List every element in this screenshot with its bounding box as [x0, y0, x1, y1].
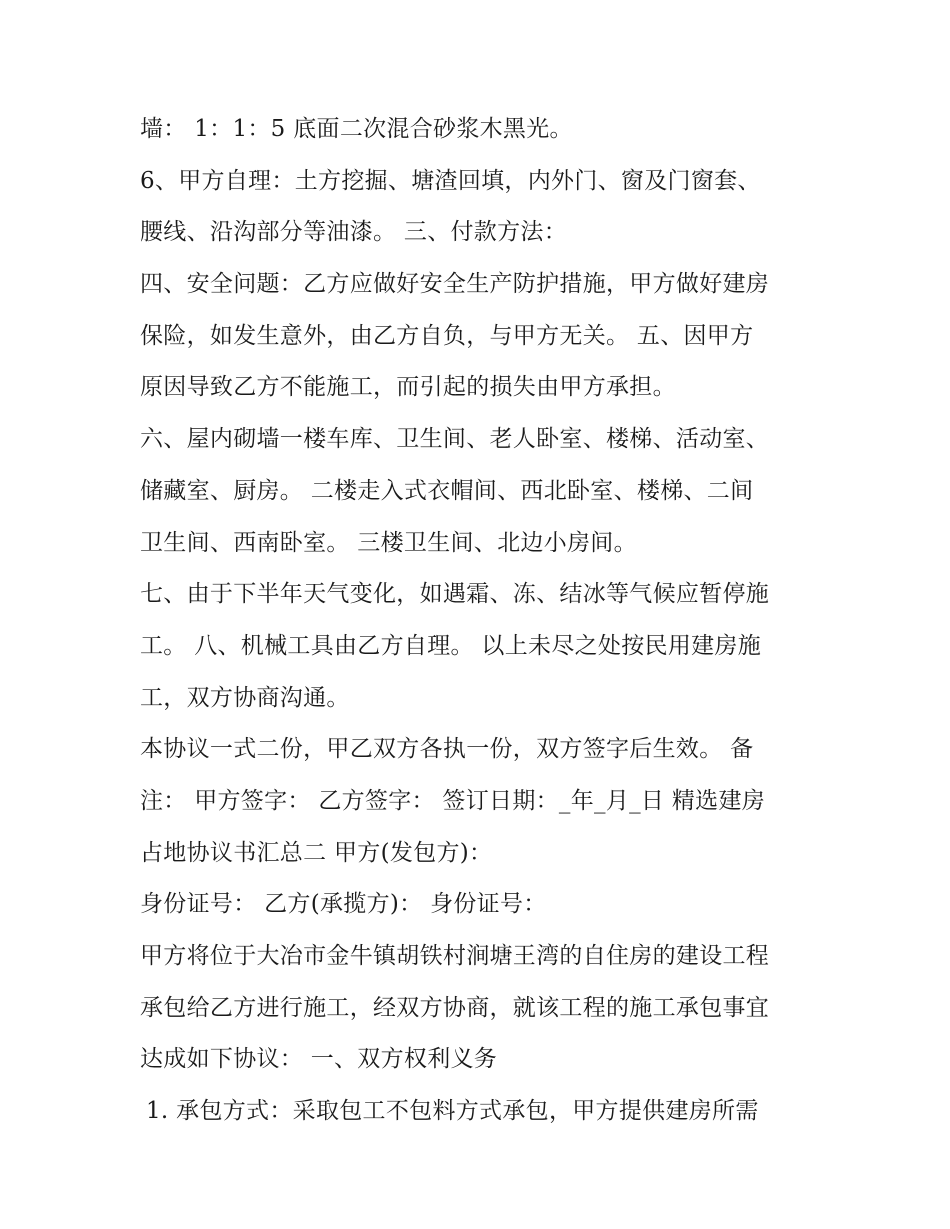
text-line: 六、屋内砌墙一楼车库、卫生间、老人卧室、楼梯、活动室、	[140, 426, 770, 453]
text-line: 腰线、沿沟部分等油漆。 三、付款方法：	[140, 219, 568, 246]
text-line: 七、由于下半年天气变化，如遇霜、冻、结冰等气候应暂停施	[140, 581, 770, 608]
text-line: 保险，如发生意外，由乙方自负，与甲方无关。 五、因甲方	[140, 322, 754, 349]
text-line: 储藏室、厨房。 二楼走入式衣帽间、西北卧室、楼梯、二间	[140, 477, 754, 504]
text-line: 身份证号： 乙方(承揽方)： 身份证号：	[140, 891, 547, 918]
text-line: 达成如下协议： 一、双方权利义务	[140, 1046, 498, 1073]
text-line: 工。 八、机械工具由乙方自理。 以上未尽之处按民用建房施	[140, 632, 762, 659]
text-line: 工，双方协商沟通。	[140, 684, 350, 711]
text-line: 本协议一式二份，甲乙双方各执一份，双方签字后生效。 备	[140, 736, 754, 763]
text-line: 注： 甲方签字： 乙方签字： 签订日期：_年_月_日 精选建房	[140, 787, 766, 814]
text-line: 6、甲方自理：土方挖掘、塘渣回填，内外门、窗及门窗套、	[140, 167, 761, 194]
text-line: 占地协议书汇总二 甲方(发包方)：	[140, 839, 493, 866]
text-line: 甲方将位于大冶市金牛镇胡铁村涧塘王湾的自住房的建设工程	[140, 943, 770, 969]
text-line: 承包给乙方进行施工，经双方协商，就该工程的施工承包事宜	[140, 994, 770, 1021]
text-line: 四、安全问题：乙方应做好安全生产防护措施，甲方做好建房	[140, 271, 770, 298]
text-line: 卫生间、西南卧室。 三楼卫生间、北边小房间。	[140, 529, 637, 556]
text-line: 原因导致乙方不能施工，而引起的损失由甲方承担。	[140, 374, 676, 401]
document-body	[140, 107, 830, 1141]
text-line: 墙： 1：1：5 底面二次混合砂浆木黑光。	[140, 116, 573, 142]
text-line: 1. 承包方式：采取包工不包料方式承包，甲方提供建房所需	[146, 1098, 759, 1125]
